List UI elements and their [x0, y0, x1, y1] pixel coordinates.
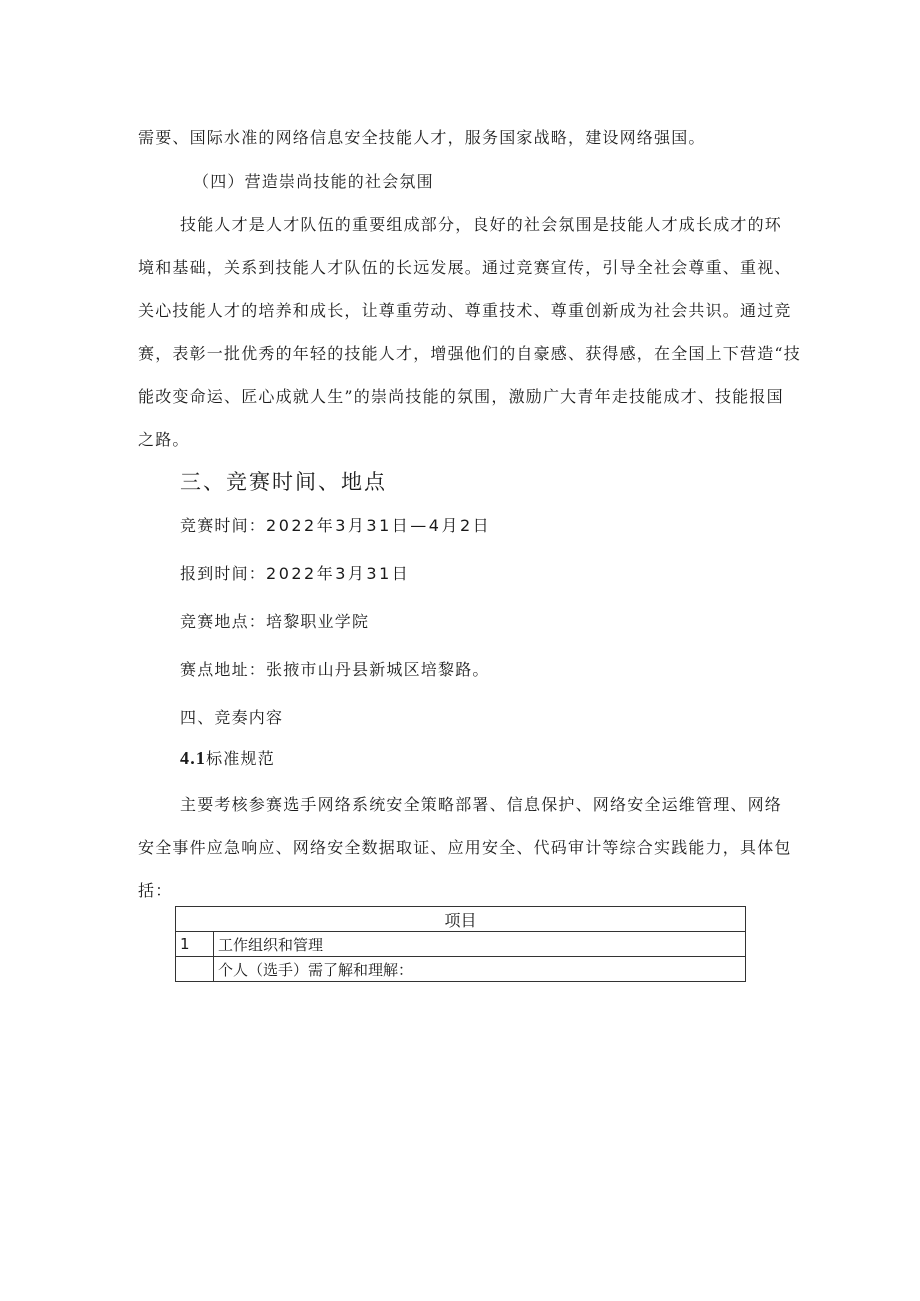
skills-paragraph-line: 赛，表彰一批优秀的年轻的技能人才，增强他们的自豪感、获得感，在全国上下营造“技: [138, 344, 801, 363]
section-four-heading: （四）营造崇尚技能的社会氛围: [193, 172, 434, 191]
competition-venue: 竞赛地点：培黎职业学院: [180, 612, 370, 631]
paragraph-continuation: 需要、国际水准的网络信息安全技能人才，服务国家战略，建设网络强国。: [138, 128, 706, 147]
competition-address: 赛点地址：张掖市山丹县新城区培黎路。: [180, 660, 490, 679]
table-cell-num: [176, 957, 214, 982]
table-cell-text: 个人（选手）需了解和理解：: [214, 957, 746, 982]
competition-time-value: 2022年3月31日—4月2日: [266, 516, 492, 535]
table-header: 项目: [176, 907, 746, 932]
table-cell-text: 工作组织和管理: [214, 932, 746, 957]
items-table: [175, 906, 746, 982]
section-three-heading: 三、竞赛时间、地点: [180, 470, 387, 494]
skills-paragraph-line: 能改变命运、匠心成就人生”的崇尚技能的氛围，激励广大青年走技能成才、技能报国: [138, 387, 784, 406]
content-paragraph-line: 括：: [138, 881, 173, 900]
skills-paragraph-line: 关心技能人才的培养和成长，让尊重劳动、尊重技术、尊重创新成为社会共识。通过竞: [138, 301, 792, 320]
competition-time-label: 竞赛时间：: [180, 516, 267, 535]
table-cell-num: 1: [176, 932, 214, 957]
content-paragraph-line: 主要考核参赛选手网络系统安全策略部署、信息保护、网络安全运维管理、网络: [180, 795, 783, 814]
sub-heading-text: 标准规范: [206, 749, 275, 768]
skills-paragraph-line: 技能人才是人才队伍的重要组成部分，良好的社会氛围是技能人才成长成才的环: [180, 215, 783, 234]
table-row: [176, 957, 746, 982]
table-header-row: [176, 907, 746, 932]
skills-paragraph-line: 之路。: [138, 430, 190, 449]
competition-time: [180, 513, 491, 536]
table-row: [176, 932, 746, 957]
section-four2-heading: 四、竞奏内容: [180, 708, 284, 727]
report-time-label: 报到时间：: [180, 564, 267, 583]
content-paragraph-line: 安全事件应急响应、网络安全数据取证、应用安全、代码审计等综合实践能力，具体包: [138, 838, 792, 857]
report-time-value: 2022年3月31日: [266, 564, 411, 583]
report-time: [180, 561, 410, 584]
sub-heading: [180, 746, 275, 769]
sub-heading-number: 4.1: [180, 748, 207, 768]
skills-paragraph-line: 境和基础，关系到技能人才队伍的长远发展。通过竞赛宣传，引导全社会尊重、重视、: [138, 258, 792, 277]
